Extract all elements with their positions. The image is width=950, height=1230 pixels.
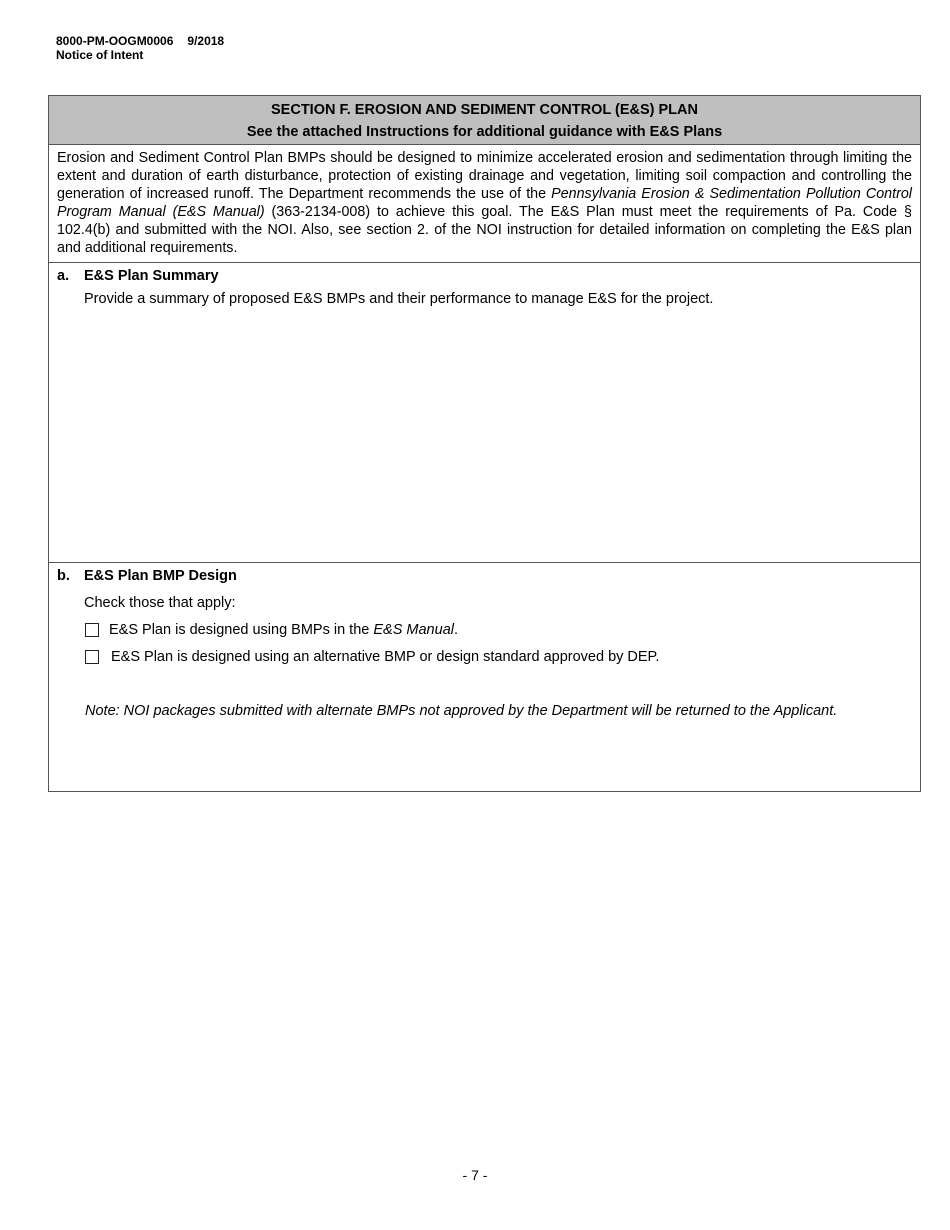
document-header: [56, 34, 224, 62]
option-es-manual: [85, 622, 458, 638]
part-b-letter: b.: [57, 568, 70, 584]
part-a-title: E&S Plan Summary: [84, 268, 219, 284]
part-a-prompt: Provide a summary of proposed E&S BMPs and their performance to manage E&S for the project.: [84, 291, 714, 307]
intro-text-part1: Erosion and Sediment Control Plan BMPs should be designed to minimize accelerated erosion and sedimentation through limiting the extent and duration of earth disturbance, protection of existing drainage and vegetation, limiting soil compaction and controlling the generation of increased runoff. The Department recommends the use of the: [57, 150, 912, 202]
part-a-summary: [49, 263, 920, 563]
revision-date: 9/2018: [187, 34, 225, 48]
section-f-form: [48, 95, 921, 792]
form-code-line: [56, 34, 224, 48]
part-b-note: Note: NOI packages submitted with alternate BMPs not approved by the Department will be returned to the Applicant.: [85, 703, 838, 719]
intro-manual-title: Pennsylvania Erosion & Sedimentation Pollution Control Program Manual (E&S Manual): [57, 186, 912, 220]
form-title: Notice of Intent: [56, 48, 144, 62]
part-b-title: E&S Plan BMP Design: [84, 568, 237, 584]
part-a-letter: a.: [57, 268, 70, 284]
option-alternative-bmp: [85, 649, 659, 665]
part-b-instruction: Check those that apply:: [84, 595, 236, 611]
section-subtitle: See the attached Instructions for additional guidance with E&S Plans: [246, 124, 723, 140]
option1-prefix: E&S Plan is designed using BMPs in the: [109, 622, 374, 638]
intro-text-part2: (363-2134-008) to achieve this goal. The E&S Plan must meet the requirements of Pa. Code § 102.4(b) and submitted with the NOI. Also, see section 2. of the NOI instruction for detailed information on completing the E&S plan and additional requirements.: [57, 204, 912, 256]
part-b-bmp-design: [49, 563, 920, 791]
section-title: SECTION F. EROSION AND SEDIMENT CONTROL (E&S) PLAN: [271, 102, 698, 118]
option1-manual: E&S Manual: [373, 622, 454, 638]
option-alternative-bmp-label: E&S Plan is designed using an alternative BMP or design standard approved by DEP.: [111, 649, 660, 665]
summary-text-area[interactable]: [84, 315, 912, 556]
page-number: - 7 -: [462, 1167, 488, 1183]
option-es-manual-label: [109, 622, 458, 638]
es-manual-checkbox[interactable]: [85, 623, 99, 637]
section-heading: [49, 96, 920, 145]
alternative-bmp-checkbox[interactable]: [85, 650, 99, 664]
section-intro: [49, 145, 920, 263]
form-code: 8000-PM-OOGM0006: [56, 34, 174, 48]
option1-suffix: .: [453, 622, 459, 638]
